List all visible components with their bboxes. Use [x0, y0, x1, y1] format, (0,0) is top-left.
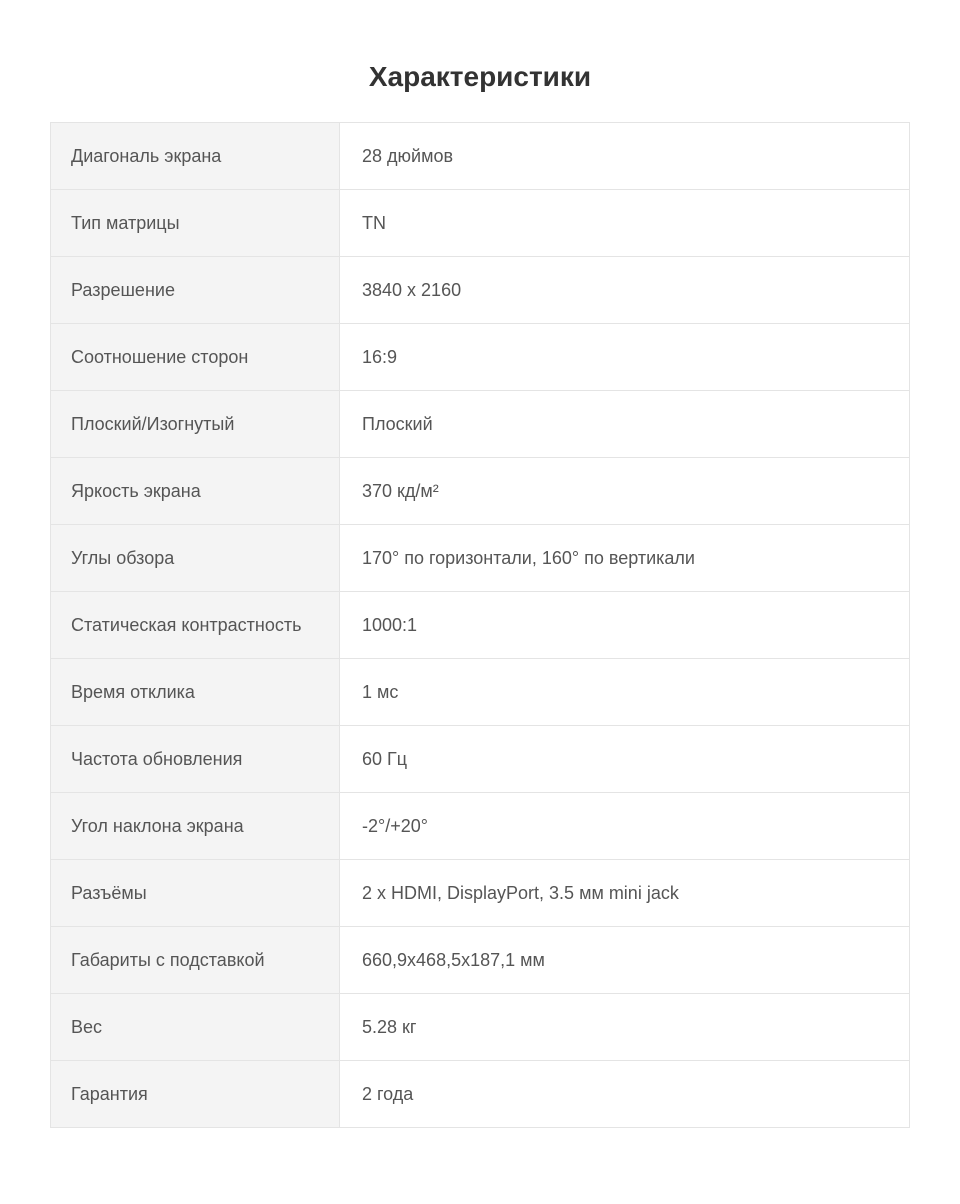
table-row — [51, 525, 910, 592]
spec-value: 28 дюймов — [340, 123, 910, 190]
table-row — [51, 726, 910, 793]
spec-label: Углы обзора — [51, 525, 340, 592]
spec-label: Время отклика — [51, 659, 340, 726]
spec-label: Гарантия — [51, 1061, 340, 1128]
spec-value: 1000:1 — [340, 592, 910, 659]
spec-value: Плоский — [340, 391, 910, 458]
spec-value: 3840 x 2160 — [340, 257, 910, 324]
spec-value: 1 мс — [340, 659, 910, 726]
spec-label: Статическая контрастность — [51, 592, 340, 659]
spec-label: Диагональ экрана — [51, 123, 340, 190]
spec-value: 5.28 кг — [340, 994, 910, 1061]
spec-label: Частота обновления — [51, 726, 340, 793]
spec-value: TN — [340, 190, 910, 257]
table-row — [51, 592, 910, 659]
spec-label: Габариты с подставкой — [51, 927, 340, 994]
table-row — [51, 391, 910, 458]
spec-label: Разъёмы — [51, 860, 340, 927]
table-row — [51, 793, 910, 860]
spec-value: -2°/+20° — [340, 793, 910, 860]
table-row — [51, 458, 910, 525]
table-row — [51, 1061, 910, 1128]
spec-label: Разрешение — [51, 257, 340, 324]
table-row — [51, 190, 910, 257]
page-title: Характеристики — [368, 60, 592, 92]
spec-value: 2 x HDMI, DisplayPort, 3.5 мм mini jack — [340, 860, 910, 927]
spec-value: 370 кд/м² — [340, 458, 910, 525]
table-row — [51, 927, 910, 994]
spec-label: Вес — [51, 994, 340, 1061]
spec-label: Тип матрицы — [51, 190, 340, 257]
spec-value: 170° по горизонтали, 160° по вертикали — [340, 525, 910, 592]
table-row — [51, 324, 910, 391]
spec-value: 660,9x468,5x187,1 мм — [340, 927, 910, 994]
table-row — [51, 860, 910, 927]
specifications-table — [50, 122, 910, 1128]
table-row — [51, 659, 910, 726]
spec-label: Яркость экрана — [51, 458, 340, 525]
table-row — [51, 123, 910, 190]
table-row — [51, 994, 910, 1061]
spec-value: 60 Гц — [340, 726, 910, 793]
spec-value: 2 года — [340, 1061, 910, 1128]
spec-label: Плоский/Изогнутый — [51, 391, 340, 458]
spec-label: Угол наклона экрана — [51, 793, 340, 860]
spec-label: Соотношение сторон — [51, 324, 340, 391]
spec-value: 16:9 — [340, 324, 910, 391]
table-row — [51, 257, 910, 324]
